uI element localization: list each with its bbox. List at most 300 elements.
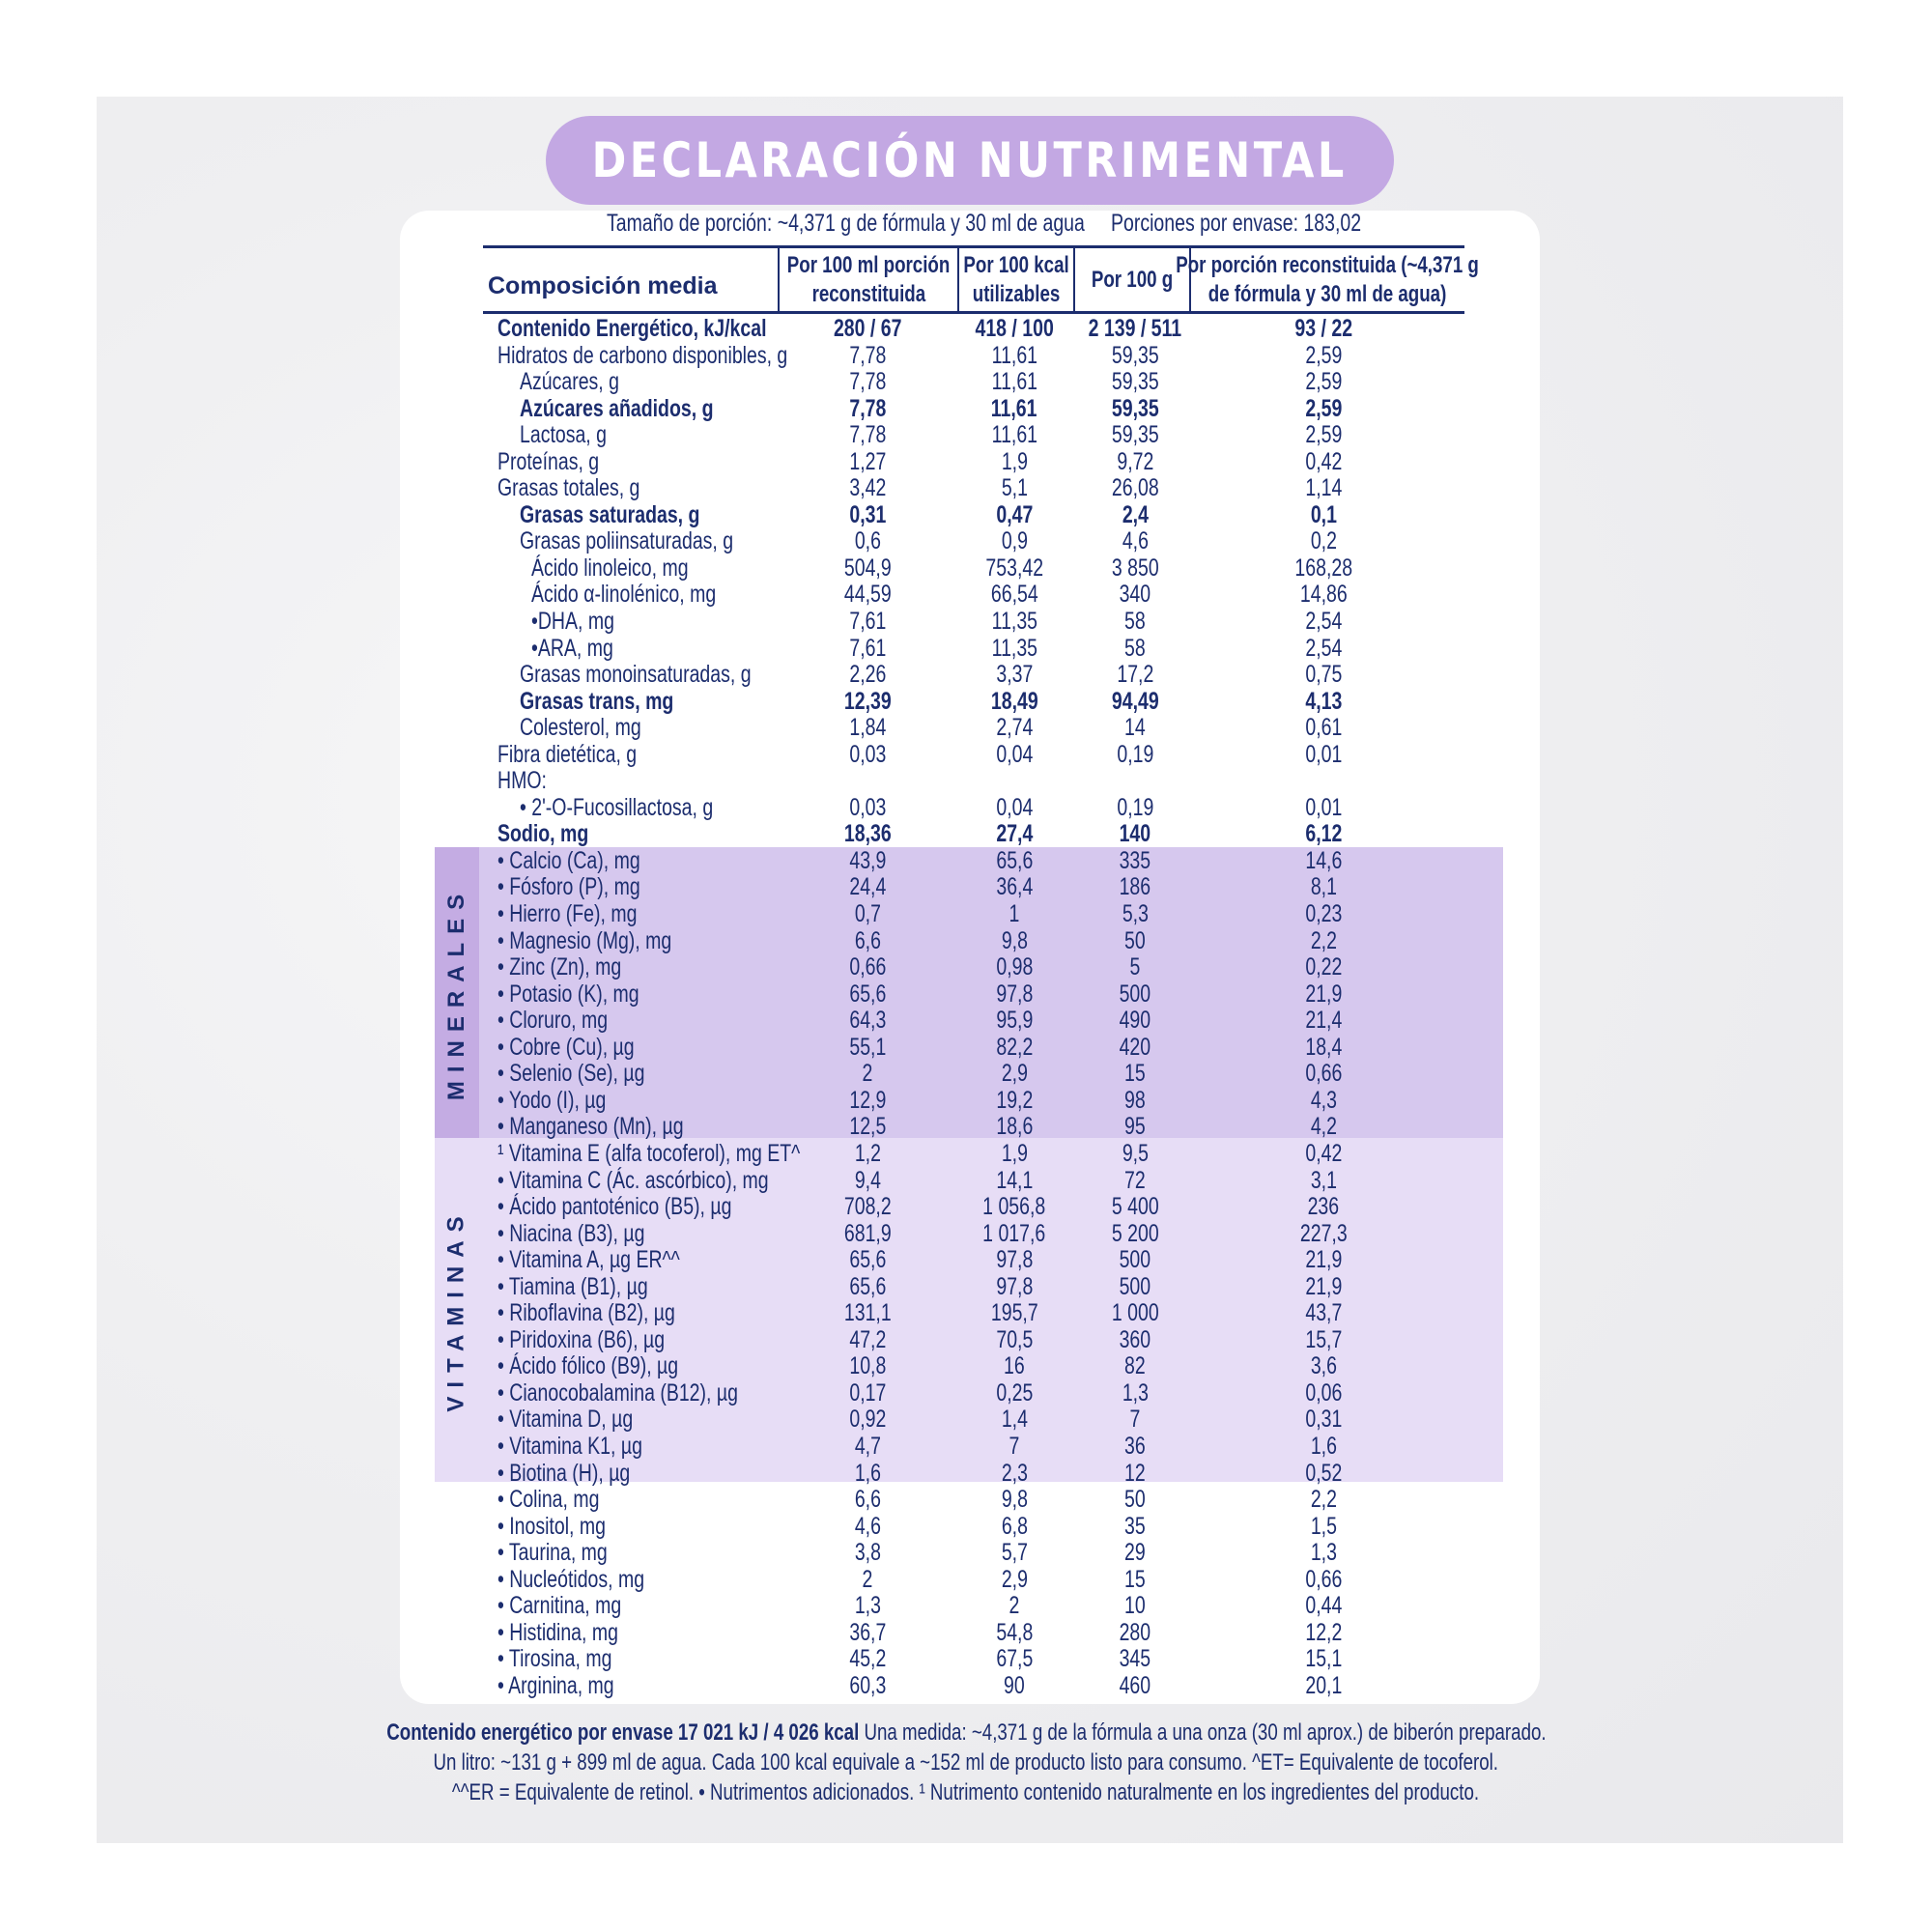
value-col2	[947, 1540, 1082, 1567]
value-col1	[800, 1274, 935, 1301]
value-col1	[800, 316, 935, 343]
value-col3	[1067, 1673, 1203, 1700]
value-col3	[1067, 1221, 1203, 1248]
value-col4	[1256, 422, 1391, 449]
table-row	[0, 1461, 1932, 1488]
value-col3	[1067, 1406, 1203, 1434]
value-text: 5,1	[1001, 474, 1028, 502]
value-col3	[1067, 1353, 1203, 1380]
value-col3	[1067, 1380, 1203, 1407]
nutrient-name: • Arginina, mg	[497, 1671, 614, 1699]
value-text: 0,03	[849, 793, 886, 821]
value-text: 19,2	[996, 1086, 1033, 1114]
value-col3	[1067, 928, 1203, 955]
header-col1-line2: reconstituida	[811, 280, 925, 307]
value-text: 82	[1124, 1352, 1146, 1380]
value-col3	[1067, 689, 1203, 716]
value-text: 0,44	[1305, 1592, 1342, 1620]
value-text: 195,7	[990, 1299, 1038, 1327]
value-text: 1	[1009, 900, 1020, 928]
value-col3	[1067, 954, 1203, 981]
value-col2	[947, 396, 1082, 423]
value-text: 0,06	[1305, 1378, 1342, 1406]
value-text: 2,54	[1305, 608, 1342, 636]
value-text: 12	[1124, 1459, 1146, 1487]
value-text: 681,9	[843, 1219, 892, 1247]
value-text: 2 139 / 511	[1088, 315, 1182, 342]
value-text: 7	[1009, 1432, 1020, 1460]
value-text: 420	[1119, 1033, 1151, 1061]
table-row	[0, 316, 1932, 343]
value-col4	[1256, 1646, 1391, 1673]
table-row	[0, 582, 1932, 609]
value-col2	[947, 1008, 1082, 1035]
value-col3	[1067, 1487, 1203, 1514]
table-row	[0, 689, 1932, 716]
value-text: 16	[1004, 1352, 1025, 1380]
nutrient-name: •DHA, mg	[531, 608, 614, 636]
value-text: 0,66	[1305, 1565, 1342, 1593]
value-col4	[1256, 1035, 1391, 1062]
nutrient-name: Proteínas, g	[497, 447, 600, 475]
nutrient-name: • Zinc (Zn), mg	[497, 953, 622, 981]
value-text: 11,61	[991, 368, 1037, 396]
value-text: 6,6	[854, 926, 881, 954]
value-text: 1,3	[1310, 1539, 1337, 1567]
table-row	[0, 1567, 1932, 1594]
nutrient-name: Colesterol, mg	[520, 714, 641, 742]
table-row	[0, 502, 1932, 529]
value-col2	[947, 1274, 1082, 1301]
value-text: 14,1	[996, 1166, 1033, 1194]
value-col4	[1256, 1088, 1391, 1115]
value-text: 0,9	[1001, 527, 1028, 555]
value-col2	[947, 1593, 1082, 1620]
value-col3	[1067, 502, 1203, 529]
value-text: 98	[1124, 1086, 1146, 1114]
nutrient-name: • Ácido fólico (B9), µg	[497, 1352, 679, 1380]
nutrient-name: • Histidina, mg	[497, 1618, 618, 1646]
value-col2	[947, 768, 1082, 795]
nutrient-name: • Biotina (H), µg	[497, 1459, 631, 1487]
value-text: 0,75	[1305, 661, 1342, 689]
footer-line-1-rest: Una medida: ~4,371 g de la fórmula a una onza (30 ml aprox.) de biberón preparado.	[864, 1719, 1547, 1746]
header-col1	[780, 248, 957, 311]
value-col4	[1256, 396, 1391, 423]
value-col4	[1256, 1593, 1391, 1620]
value-text: 1 000	[1111, 1299, 1159, 1327]
value-text: 504,9	[843, 554, 892, 582]
value-col2	[947, 1221, 1082, 1248]
table-row	[0, 1035, 1932, 1062]
value-col4	[1256, 928, 1391, 955]
value-col4	[1256, 1141, 1391, 1168]
table-row	[0, 528, 1932, 555]
value-text: 0,2	[1310, 527, 1337, 555]
value-col4	[1256, 1406, 1391, 1434]
value-col1	[800, 1008, 935, 1035]
value-text: 500	[1119, 1246, 1151, 1274]
value-text: 14,6	[1305, 846, 1342, 874]
value-text: 36,4	[996, 873, 1033, 901]
value-col1	[800, 742, 935, 769]
value-col2	[947, 689, 1082, 716]
value-col1	[800, 1461, 935, 1488]
value-text: 6,12	[1305, 820, 1342, 848]
value-col2	[947, 555, 1082, 582]
value-text: 3,37	[996, 661, 1033, 689]
value-text: 2,59	[1305, 421, 1342, 449]
value-text: 460	[1119, 1671, 1151, 1699]
nutrient-name: Grasas trans, mg	[520, 687, 674, 715]
table-row	[0, 475, 1932, 502]
value-text: 11,35	[991, 608, 1037, 636]
value-text: 58	[1124, 608, 1146, 636]
footer-line-3-text: ^^ER = Equivalente de retinol. • Nutrimentos adicionados. ¹ Nutrimento contenido naturalmente en los ingredientes del producto.	[452, 1779, 1480, 1805]
value-col3	[1067, 1540, 1203, 1567]
value-col2	[947, 343, 1082, 370]
value-text: 15,7	[1305, 1325, 1342, 1353]
nutrient-name: • Ácido pantoténico (B5), µg	[497, 1193, 732, 1221]
value-text: 11,61	[991, 421, 1037, 449]
value-col4	[1256, 1061, 1391, 1088]
value-text: 3,8	[854, 1539, 881, 1567]
value-text: 490	[1119, 1007, 1151, 1035]
value-text: 6,8	[1001, 1512, 1028, 1540]
value-text: 44,59	[843, 581, 892, 609]
value-text: 168,28	[1294, 554, 1352, 582]
value-text: 20,1	[1305, 1671, 1342, 1699]
value-text: 0,19	[1117, 793, 1153, 821]
header-col4-line2: de fórmula y 30 ml de agua)	[1208, 280, 1447, 307]
table-row	[0, 369, 1932, 396]
value-col1	[800, 1141, 935, 1168]
value-col1	[800, 1168, 935, 1195]
value-text: 59,35	[1111, 341, 1159, 369]
value-text: 21,9	[1305, 1272, 1342, 1300]
value-text: 0,1	[1310, 500, 1337, 528]
value-col2	[947, 1406, 1082, 1434]
value-text: 65,6	[849, 980, 886, 1008]
value-text: 1,3	[1122, 1378, 1149, 1406]
value-col4	[1256, 1461, 1391, 1488]
value-text: 4,6	[854, 1512, 881, 1540]
value-col2	[947, 369, 1082, 396]
value-col3	[1067, 1035, 1203, 1062]
value-col2	[947, 1487, 1082, 1514]
value-text: 1,84	[849, 714, 886, 742]
value-text: 9,5	[1122, 1139, 1149, 1167]
value-text: 36,7	[849, 1618, 886, 1646]
value-text: 2,26	[849, 661, 886, 689]
value-text: 9,8	[1001, 1486, 1028, 1514]
value-col4	[1256, 636, 1391, 663]
value-text: 5 400	[1111, 1193, 1159, 1221]
table-row	[0, 1353, 1932, 1380]
value-col1	[800, 343, 935, 370]
value-col4	[1256, 502, 1391, 529]
value-col4	[1256, 475, 1391, 502]
header-col4-line1: Por porción reconstituida (~4,371 g	[1176, 251, 1480, 278]
value-text: 5 200	[1111, 1219, 1159, 1247]
value-col3	[1067, 1061, 1203, 1088]
value-text: 7,78	[849, 341, 886, 369]
footer-notes	[0, 1718, 1932, 1807]
value-col2	[947, 1035, 1082, 1062]
value-col1	[800, 1593, 935, 1620]
value-col4	[1256, 449, 1391, 476]
value-col2	[947, 1461, 1082, 1488]
table-row	[0, 449, 1932, 476]
value-col3	[1067, 1008, 1203, 1035]
nutrient-name: Hidratos de carbono disponibles, g	[497, 341, 788, 369]
value-text: 2	[862, 1060, 873, 1088]
value-text: 65,6	[996, 846, 1033, 874]
value-text: 0,31	[1305, 1406, 1342, 1434]
nutrient-name: • 2'-O-Fucosillactosa, g	[520, 793, 714, 821]
nutrient-name: Fibra dietética, g	[497, 740, 638, 768]
value-col4	[1256, 689, 1391, 716]
title-banner	[546, 116, 1394, 205]
value-col3	[1067, 768, 1203, 795]
value-col2	[947, 1168, 1082, 1195]
value-col1	[800, 821, 935, 848]
table-row	[0, 848, 1932, 875]
table-row	[0, 555, 1932, 582]
value-text: 0,66	[1305, 1060, 1342, 1088]
footer-line-3	[0, 1777, 1932, 1807]
value-col2	[947, 1353, 1082, 1380]
value-text: 0,66	[849, 953, 886, 981]
value-col1	[800, 1567, 935, 1594]
table-row	[0, 609, 1932, 636]
value-text: 2	[862, 1565, 873, 1593]
vitamins-label-text: VITAMINAS	[443, 1208, 469, 1412]
nutrient-name: ¹ Vitamina E (alfa tocoferol), mg ET^	[497, 1139, 801, 1167]
value-text: 12,9	[849, 1086, 886, 1114]
nutrient-name: • Vitamina K1, µg	[497, 1432, 642, 1460]
table-row	[0, 1008, 1932, 1035]
value-col1	[800, 689, 935, 716]
value-text: 12,2	[1305, 1618, 1342, 1646]
value-col3	[1067, 475, 1203, 502]
value-text: 11,35	[991, 634, 1037, 662]
value-col1	[800, 981, 935, 1009]
portions-text: Porciones por envase: 183,02	[1111, 210, 1362, 237]
value-text: 55,1	[849, 1033, 886, 1061]
value-text: 59,35	[1111, 421, 1159, 449]
value-text: 11,61	[991, 394, 1037, 422]
value-text: 131,1	[843, 1299, 892, 1327]
value-text: 14	[1124, 714, 1146, 742]
nutrient-name: • Selenio (Se), µg	[497, 1060, 645, 1088]
table-row	[0, 1646, 1932, 1673]
value-text: 9,8	[1001, 926, 1028, 954]
value-col4	[1256, 662, 1391, 689]
value-text: 2,4	[1122, 500, 1149, 528]
value-text: 15	[1124, 1060, 1146, 1088]
footer-line-1	[0, 1718, 1932, 1747]
value-col2	[947, 1514, 1082, 1541]
value-text: 1,14	[1305, 474, 1342, 502]
value-col2	[947, 609, 1082, 636]
value-col3	[1067, 1646, 1203, 1673]
value-text: 17,2	[1117, 661, 1153, 689]
value-col1	[800, 555, 935, 582]
value-text: 14,86	[1299, 581, 1348, 609]
value-text: 3 850	[1111, 554, 1159, 582]
value-col3	[1067, 874, 1203, 901]
value-text: 1,5	[1310, 1512, 1337, 1540]
value-col2	[947, 1380, 1082, 1407]
nutrient-name: • Cianocobalamina (B12), µg	[497, 1378, 738, 1406]
value-text: 3,1	[1310, 1166, 1337, 1194]
value-col2	[947, 928, 1082, 955]
table-row	[0, 1141, 1932, 1168]
value-text: 4,2	[1310, 1113, 1337, 1141]
value-col3	[1067, 715, 1203, 742]
value-text: 1,2	[854, 1139, 881, 1167]
value-text: 1,9	[1001, 447, 1028, 475]
value-col2	[947, 742, 1082, 769]
nutrient-name: • Hierro (Fe), mg	[497, 900, 638, 928]
value-col4	[1256, 1540, 1391, 1567]
value-text: 418 / 100	[975, 315, 1054, 342]
value-col1	[800, 1327, 935, 1354]
value-col4	[1256, 795, 1391, 822]
value-text: 236	[1307, 1193, 1340, 1221]
table-row	[0, 662, 1932, 689]
value-col3	[1067, 1088, 1203, 1115]
value-col3	[1067, 901, 1203, 928]
value-col1	[800, 475, 935, 502]
value-col1	[800, 1487, 935, 1514]
value-col4	[1256, 1274, 1391, 1301]
value-col2	[947, 662, 1082, 689]
value-text: 7,61	[849, 608, 886, 636]
value-text: 708,2	[843, 1193, 892, 1221]
value-col1	[800, 1035, 935, 1062]
value-text: 2,74	[996, 714, 1033, 742]
value-col1	[800, 1114, 935, 1141]
nutrient-name: • Magnesio (Mg), mg	[497, 926, 672, 954]
value-text: 7	[1129, 1406, 1141, 1434]
value-text: 70,5	[996, 1325, 1033, 1353]
value-text: 3,6	[1310, 1352, 1337, 1380]
table-row	[0, 1247, 1932, 1274]
table-row	[0, 954, 1932, 981]
table-row	[0, 1168, 1932, 1195]
value-col1	[800, 954, 935, 981]
value-text: 0,31	[849, 500, 886, 528]
table-row	[0, 1434, 1932, 1461]
value-col2	[947, 848, 1082, 875]
value-col4	[1256, 901, 1391, 928]
nutrient-name: • Inositol, mg	[497, 1512, 606, 1540]
value-text: 7,61	[849, 634, 886, 662]
value-col4	[1256, 1353, 1391, 1380]
value-col3	[1067, 1327, 1203, 1354]
value-text: 24,4	[849, 873, 886, 901]
value-text: 2	[1009, 1592, 1020, 1620]
nutrient-name: Grasas saturadas, g	[520, 500, 700, 528]
value-text: 45,2	[849, 1645, 886, 1673]
value-col3	[1067, 528, 1203, 555]
value-col3	[1067, 555, 1203, 582]
value-col1	[800, 502, 935, 529]
value-col1	[800, 1061, 935, 1088]
value-text: 4,13	[1305, 687, 1342, 715]
value-col2	[947, 1327, 1082, 1354]
nutrient-name: HMO:	[497, 767, 547, 795]
header-col3-text: Por 100 g	[1091, 266, 1174, 293]
table-row	[0, 742, 1932, 769]
value-col3	[1067, 1114, 1203, 1141]
value-text: 4,7	[854, 1432, 881, 1460]
value-col1	[800, 636, 935, 663]
value-text: 4,3	[1310, 1086, 1337, 1114]
table-row	[0, 874, 1932, 901]
value-text: 7,78	[849, 368, 886, 396]
value-col3	[1067, 981, 1203, 1009]
value-col3	[1067, 369, 1203, 396]
nutrient-name: • Cobre (Cu), µg	[497, 1033, 635, 1061]
value-text: 0,03	[849, 740, 886, 768]
value-text: 18,6	[996, 1113, 1033, 1141]
value-text: 1 017,6	[982, 1219, 1046, 1247]
nutrient-name: • Niacina (B3), µg	[497, 1219, 645, 1247]
value-text: 95,9	[996, 1007, 1033, 1035]
value-col1	[800, 1434, 935, 1461]
value-text: 0,19	[1117, 740, 1153, 768]
nutrient-name: • Nucleótidos, mg	[497, 1565, 645, 1593]
table-row	[0, 981, 1932, 1009]
value-text: 2,59	[1305, 341, 1342, 369]
value-text: 59,35	[1111, 368, 1159, 396]
value-col2	[947, 1114, 1082, 1141]
table-row	[0, 1114, 1932, 1141]
header-bottom-rule	[483, 311, 1464, 314]
value-col1	[800, 1380, 935, 1407]
value-col4	[1256, 1487, 1391, 1514]
value-col3	[1067, 449, 1203, 476]
value-text: 0,7	[854, 900, 881, 928]
value-text: 500	[1119, 980, 1151, 1008]
value-text: 0,01	[1305, 793, 1342, 821]
value-text: 5	[1129, 953, 1141, 981]
value-col3	[1067, 1620, 1203, 1647]
value-text: 335	[1119, 846, 1151, 874]
value-text: 82,2	[996, 1033, 1033, 1061]
table-row	[0, 1673, 1932, 1700]
value-text: 2,9	[1001, 1060, 1028, 1088]
value-col4	[1256, 1434, 1391, 1461]
value-col4	[1256, 768, 1391, 795]
value-text: 4,6	[1122, 527, 1149, 555]
value-col2	[947, 449, 1082, 476]
value-text: 5,7	[1001, 1539, 1028, 1567]
serving-size-text: Tamaño de porción: ~4,371 g de fórmula y 30 ml de agua	[607, 210, 1085, 237]
value-text: 2,3	[1001, 1459, 1028, 1487]
value-col3	[1067, 742, 1203, 769]
value-text: 280 / 67	[833, 315, 902, 342]
value-text: 10,8	[849, 1352, 886, 1380]
value-text: 8,1	[1310, 873, 1337, 901]
value-col1	[800, 582, 935, 609]
value-col1	[800, 715, 935, 742]
value-text: 0,42	[1305, 1139, 1342, 1167]
value-text: 0,04	[996, 740, 1033, 768]
